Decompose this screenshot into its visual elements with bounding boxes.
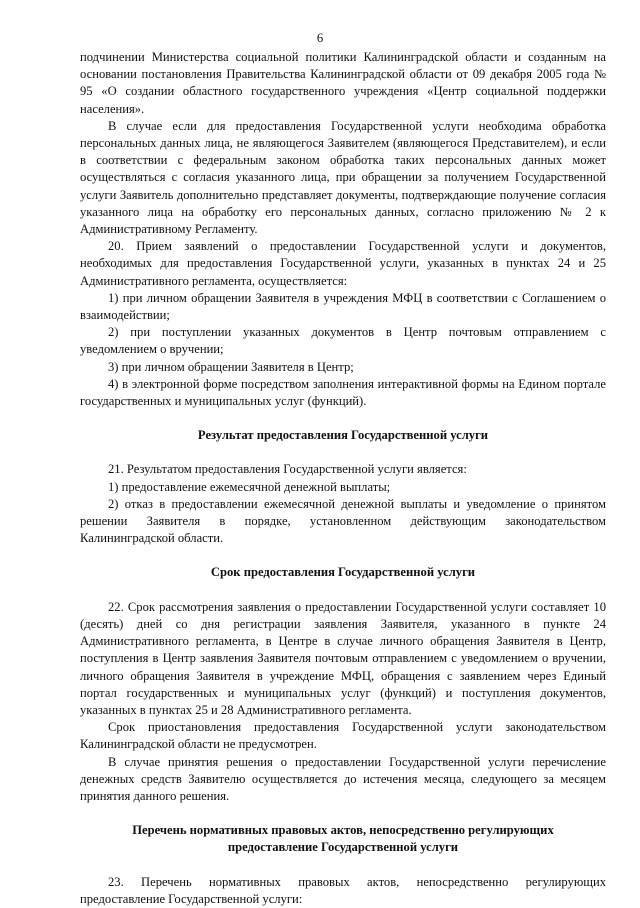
paragraph-21: 21. Результатом предоставления Государственной услуги является: (108, 462, 467, 477)
paragraph-suspension: Срок приостановления предоставления Государственной услуги законодательством Калининградской области не предусмотрен. (80, 720, 606, 752)
page-number: 6 (316, 31, 324, 45)
section-heading-acts-line1: Перечень нормативных правовых актов, непосредственно регулирующих (132, 823, 554, 838)
paragraph-personal-data: В случае если для предоставления Государственной услуги необходима обработка персональных данных лица, не являющегося Заявителем (являющегося Представителем), и если в соответствии с федеральным законом обработка таких персональных данных может осуществляться с согласия указанного лица, при обращении за получением Государственной услуги Заявитель дополнительно представляет документы, подтверждающие получение согласия указанного лица на обработку его персональных данных, согласно приложению № 2 к Административному Регламенту. (80, 118, 606, 237)
list-item-1: 1) при личном обращении Заявителя в учреждения МФЦ в соответствии с Соглашением о взаимодействии; (80, 290, 606, 323)
list-item-2: 2) при поступлении указанных документов в Центр почтовым отправлением с уведомлением о вручении; (80, 325, 606, 357)
document-body (80, 49, 606, 908)
result-item-2: 2) отказ в предоставлении ежемесячной денежной выплаты и уведомление о принятом решении Заявителя в порядке, установленном действующим законодательством Калининградской области. (80, 496, 606, 546)
section-heading-term: Срок предоставления Государственной услуги (210, 565, 476, 580)
paragraph-20: 20. Прием заявлений о предоставлении Государственной услуги и документов, необходимых для предоставления Государственной услуги, указанных в пунктах 24 и 25 Административного регламента, осуществляется: (80, 239, 606, 288)
paragraph-continuation: подчинении Министерства социальной политики Калининградской области и созданным на основании постановления Правительства Калининградской области от 09 декабря 2005 года № 95 «О создании областного государственного учреждения «Центр социальной поддержки населения». (80, 50, 606, 116)
paragraph-23: 23. Перечень нормативных правовых актов, непосредственно регулирующих предоставление Государственной услуги: (80, 874, 606, 906)
list-item-4: 4) в электронной форме посредством заполнения интерактивной формы на Едином портале государственных и муниципальных услуг (функций). (80, 376, 606, 409)
list-item-3: 3) при личном обращении Заявителя в Центр; (108, 359, 354, 374)
section-heading-result: Результат предоставления Государственной услуги (197, 428, 489, 443)
section-heading-acts-line2: предоставление Государственной услуги (227, 840, 459, 855)
paragraph-payment: В случае принятия решения о предоставлении Государственной услуги перечисление денежных средств Заявителю осуществляется до истечения месяца, следующего за месяцем принятия данного решения. (80, 754, 606, 803)
paragraph-22: 22. Срок рассмотрения заявления о предоставлении Государственной услуги составляет 10 (десять) дней со дня регистрации заявления Заявителя, указанного в пункте 24 Административного регламента, в Центре в случае личного обращения Заявителя в Центр, поступления в Центр заявления Заявителя почтовым отправлением с уведомлением о вручении, личного обращения Заявителя в учреждение МФЦ, обращения с заявлением через Единый портал государственных и муниципальных услуг (функций) и поступления документов, указанных в пунктах 25 и 28 Административного регламента. (80, 599, 606, 717)
result-item-1: 1) предоставление ежемесячной денежной выплаты; (108, 479, 391, 494)
